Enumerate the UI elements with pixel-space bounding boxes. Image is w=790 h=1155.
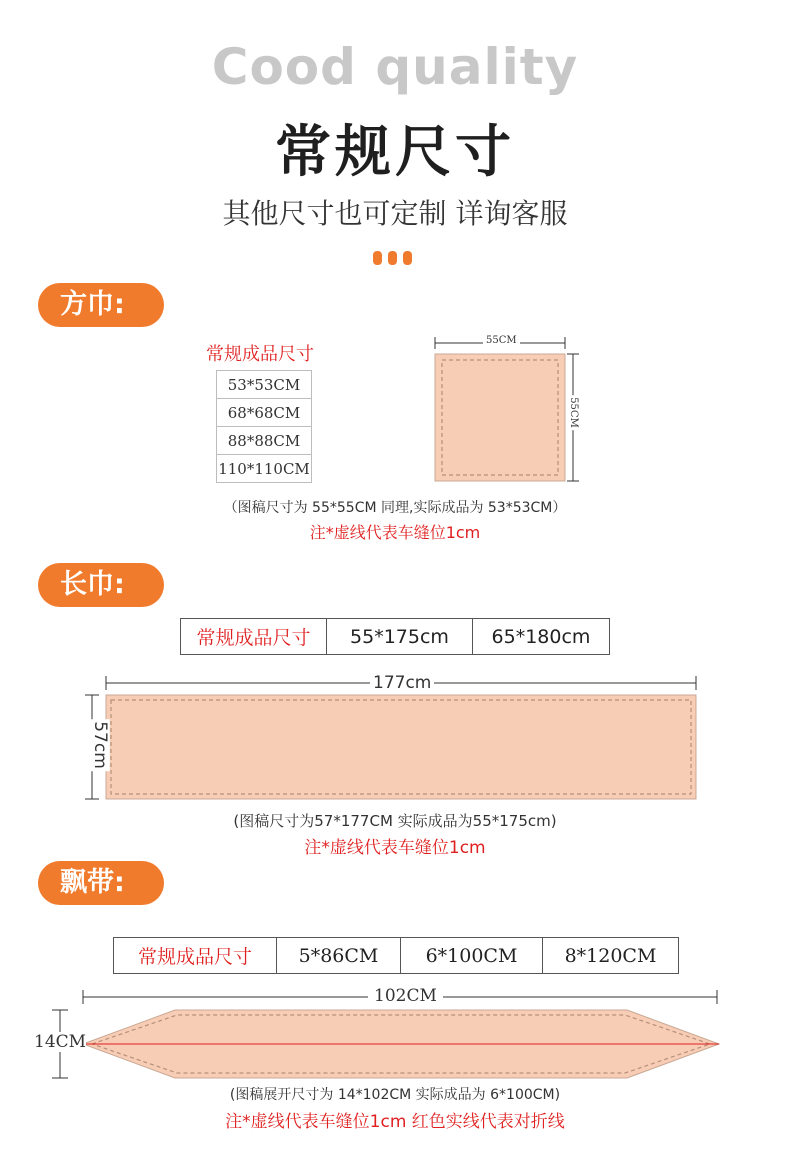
long-table-label: 常规成品尺寸 — [181, 619, 327, 655]
long-note-red: 注*虚线代表车缝位1cm — [304, 838, 486, 858]
section-heading-square: 方巾: — [38, 283, 164, 327]
long-diagram — [80, 673, 710, 808]
square-note: （图稿尺寸为 55*55CM 同理,实际成品为 53*53CM） — [223, 500, 567, 516]
long-size-cell: 55*175cm — [327, 619, 473, 655]
long-dim-height: 57cm — [89, 721, 110, 769]
ribbon-dim-width: 102CM — [368, 986, 443, 1006]
long-dim-width: 177cm — [370, 673, 434, 693]
hero-title-cn: 常规尺寸 — [275, 120, 515, 185]
section-heading-ribbon: 飘带: — [38, 861, 164, 905]
ribbon-size-cell: 5*86CM — [277, 938, 401, 974]
ribbon-note: (图稿展开尺寸为 14*102CM 实际成品为 6*100CM) — [229, 1087, 561, 1103]
square-table-title: 常规成品尺寸 — [206, 344, 314, 365]
square-size-cell: 88*88CM — [217, 427, 312, 455]
square-dim-top: 55CM — [483, 335, 520, 346]
ribbon-table-label: 常规成品尺寸 — [114, 938, 277, 974]
ribbon-size-cell: 6*100CM — [401, 938, 543, 974]
ribbon-size-cell: 8*120CM — [543, 938, 679, 974]
section-heading-long: 长巾: — [38, 563, 164, 607]
square-size-cell: 110*110CM — [217, 455, 312, 483]
square-size-table — [216, 370, 312, 483]
hero-title-en: Cood quality — [211, 38, 579, 96]
square-size-cell: 53*53CM — [217, 371, 312, 399]
ribbon-dim-height: 14CM — [34, 1032, 87, 1052]
long-size-table — [180, 618, 610, 655]
square-size-cell: 68*68CM — [217, 399, 312, 427]
square-dim-right: 55CM — [567, 397, 579, 428]
long-size-cell: 65*180cm — [473, 619, 610, 655]
long-note: (图稿尺寸为57*177CM 实际成品为55*175cm) — [233, 812, 557, 830]
ribbon-size-table — [113, 937, 679, 974]
square-note-red: 注*虚线代表车缝位1cm — [309, 523, 481, 542]
hero-subtitle: 其他尺寸也可定制 详询客服 — [222, 197, 568, 230]
decor-dots — [373, 250, 421, 264]
ribbon-note-red: 注*虚线代表车缝位1cm 红色实线代表对折线 — [225, 1112, 565, 1132]
